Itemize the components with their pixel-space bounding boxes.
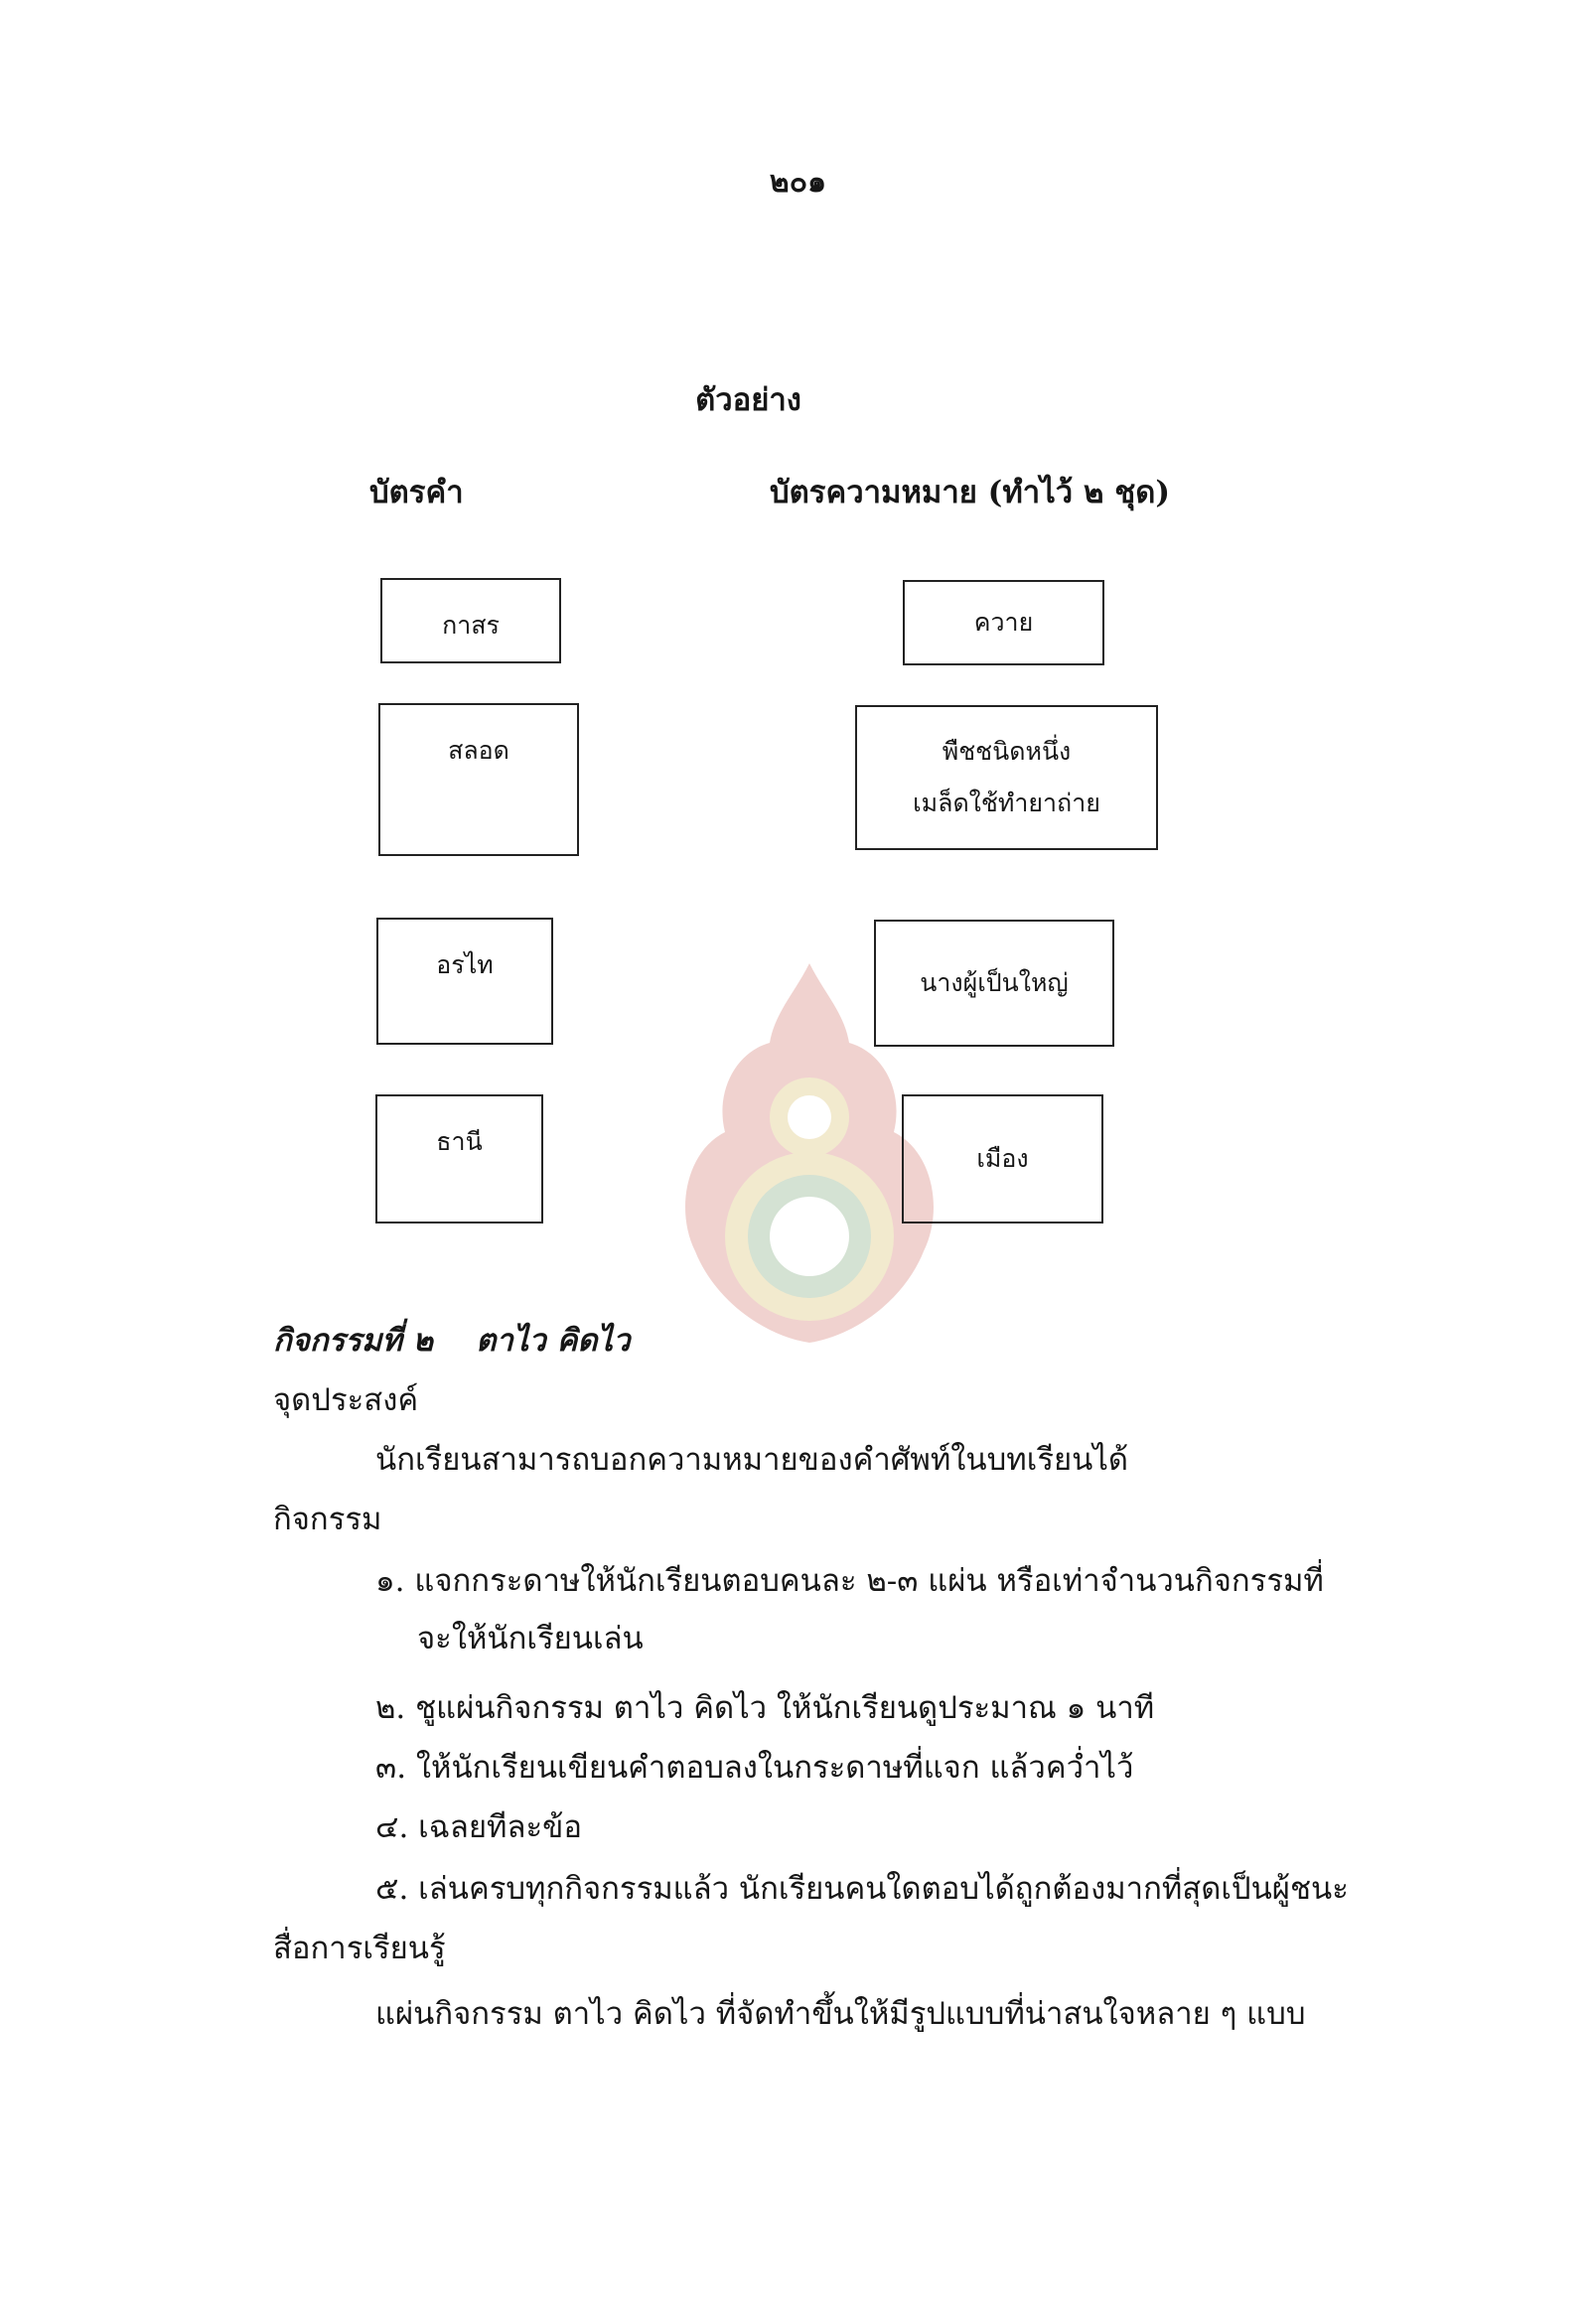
meaning-card-line: พืชชนิดหนึ่ง <box>942 737 1072 766</box>
word-card-text: อรไท <box>436 950 494 979</box>
activity-heading <box>273 1311 630 1370</box>
meaning-card <box>903 580 1104 665</box>
word-card <box>376 918 553 1045</box>
meaning-card <box>855 705 1158 850</box>
word-card <box>380 578 561 663</box>
activity-number: กิจกรรมที่ ๒ <box>273 1323 434 1359</box>
step-item-continuation: จะให้นักเรียนเล่น <box>417 1621 644 1656</box>
page-number: ๒๐๑ <box>769 165 827 200</box>
step-item: ๕. เล่นครบทุกกิจกรรมแล้ว นักเรียนคนใดตอบได้ถูกต้องมากที่สุดเป็นผู้ชนะ <box>375 1871 1349 1907</box>
meaning-card <box>874 920 1114 1047</box>
word-card <box>378 703 579 856</box>
word-card <box>375 1094 543 1223</box>
word-card-text: ธานี <box>436 1127 483 1156</box>
objective-label: จุดประสงค์ <box>273 1382 419 1418</box>
word-cards-heading: บัตรคำ <box>369 475 464 510</box>
step-item: ๓. ให้นักเรียนเขียนคำตอบลงในกระดาษที่แจก แล้วคว่ำไว้ <box>375 1750 1134 1786</box>
word-card-text: กาสร <box>442 611 500 640</box>
page-title: ตัวอย่าง <box>695 382 801 418</box>
word-card-text: สลอด <box>448 736 509 765</box>
step-item: ๑. แจกกระดาษให้นักเรียนตอบคนละ ๒-๓ แผ่น หรือเท่าจำนวนกิจกรรมที่ <box>375 1563 1324 1599</box>
media-label: สื่อการเรียนรู้ <box>273 1931 446 1966</box>
media-text: แผ่นกิจกรรม ตาไว คิดไว ที่จัดทำขึ้นให้มีรูปแบบที่น่าสนใจหลาย ๆ แบบ <box>375 1996 1306 2032</box>
steps-label: กิจกรรม <box>273 1502 382 1537</box>
step-item: ๔. เฉลยทีละข้อ <box>375 1809 582 1845</box>
meaning-card <box>902 1094 1103 1223</box>
meaning-card-line: นางผู้เป็นใหญ่ <box>920 968 1069 997</box>
step-item: ๒. ชูแผ่นกิจกรรม ตาไว คิดไว ให้นักเรียนดูประมาณ ๑ นาที <box>375 1690 1155 1726</box>
meaning-card-line: เมือง <box>976 1144 1029 1173</box>
meaning-card-line: เมล็ดใช้ทำยาถ่าย <box>913 789 1100 817</box>
meaning-card-line: ควาย <box>973 608 1034 637</box>
activity-name: ตาไว คิดไว <box>476 1323 631 1359</box>
meaning-cards-heading: บัตรความหมาย (ทำไว้ ๒ ชุด) <box>770 475 1171 510</box>
objective-text: นักเรียนสามารถบอกความหมายของคำศัพท์ในบทเรียนได้ <box>375 1442 1129 1478</box>
